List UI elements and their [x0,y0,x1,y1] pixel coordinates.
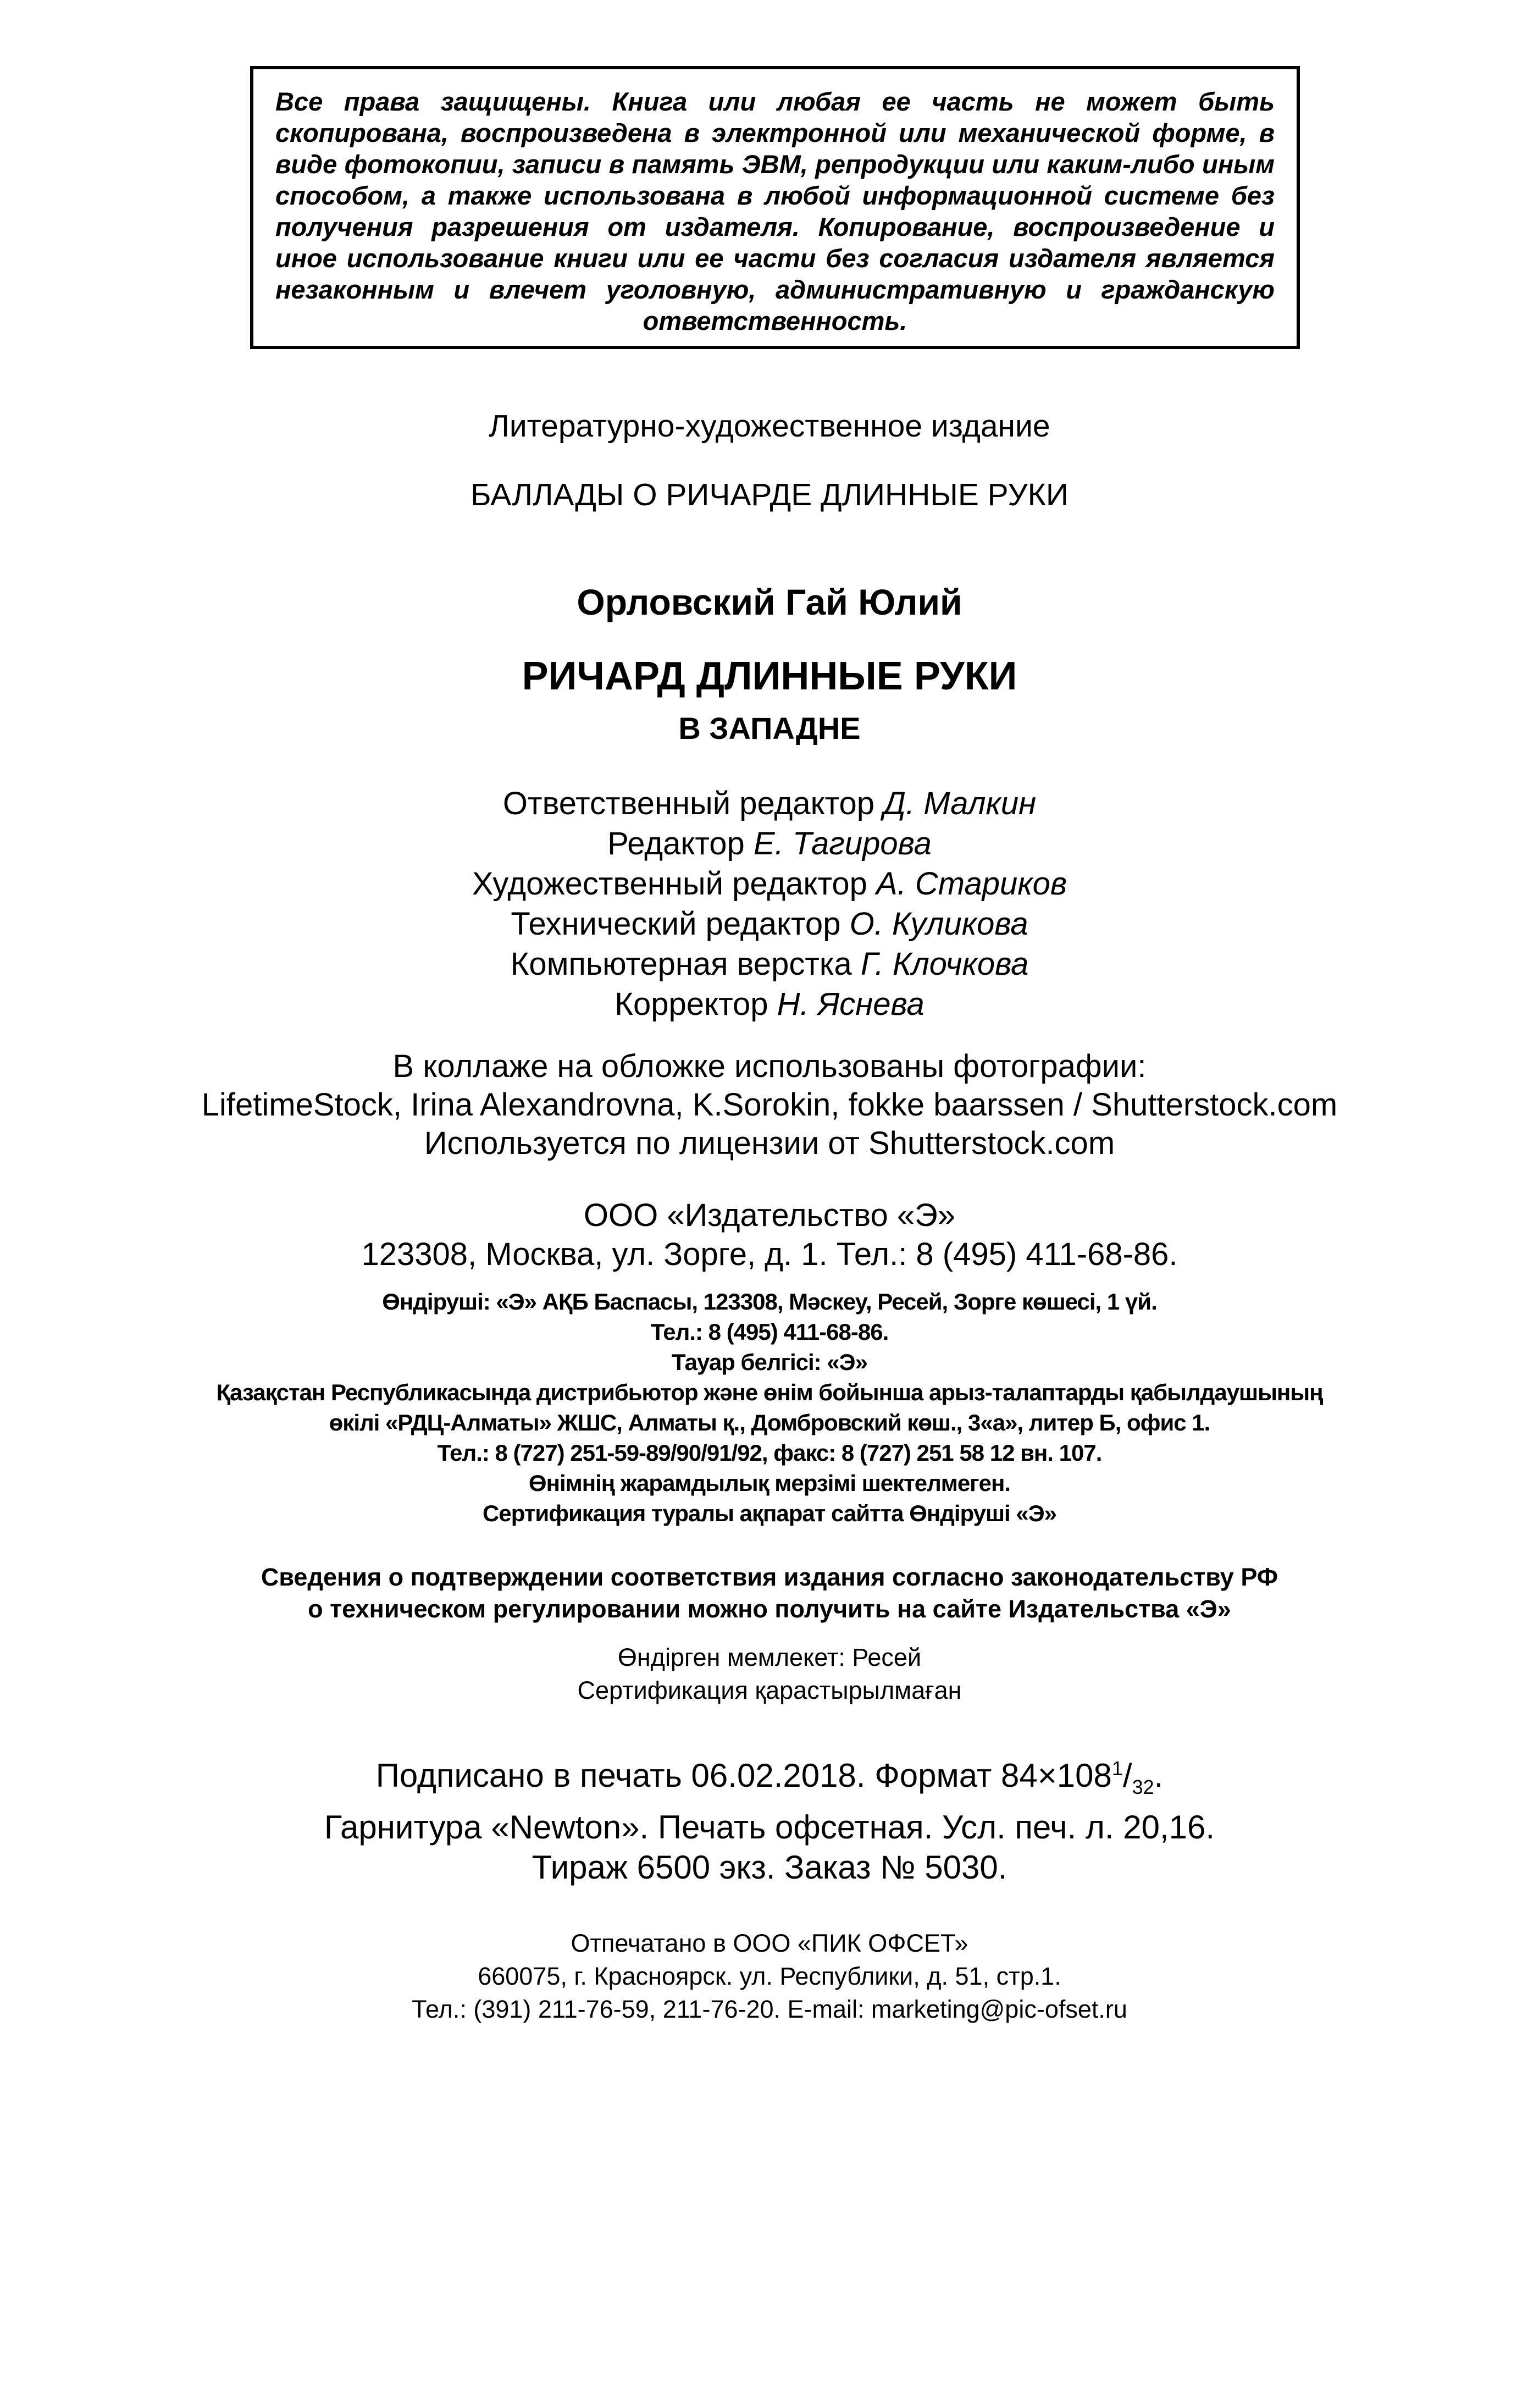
print-run-line: Тираж 6500 экз. Заказ № 5030. [532,1849,1007,1886]
regulation-info [0,1561,1539,1625]
print-format-end: . [1154,1757,1164,1794]
credit-role: Художественный редактор [472,866,867,902]
author-name [0,580,1539,624]
printer-info [0,1927,1539,2026]
cover-credits [0,1047,1539,1163]
publisher-address: 123308, Москва, ул. Зорге, д. 1. Тел.: 8 (495) 411-68-86. [361,1236,1178,1272]
credit-name: Д. Малкин [883,786,1037,821]
credit-role: Технический редактор [511,906,841,942]
credit-role: Компьютерная верстка [510,946,852,982]
origin-line: Өндірген мемлекет: Ресей [617,1643,922,1671]
cover-credits-line: В коллаже на обложке использованы фотографии: [392,1048,1147,1084]
origin-line: Сертификация қарастырылмаған [577,1676,962,1704]
author-name-text: Орловский Гай Юлий [577,582,962,622]
print-format-line: Подписано в печать 06.02.2018. Формат $84\times 108^1/_{32}$. [375,1757,1164,1798]
printer-line: Тел.: (391) 211-76-59, 211-76-20. E-mail: marketing@pic-ofset.ru [412,1995,1127,2023]
kz-line: Өндіруші: «Э» АҚБ Баспасы, 123308, Мәскеу, Ресей, Зорге көшесі, 1 үй. [382,1289,1157,1315]
credits-list [0,783,1539,1024]
print-font-line: Гарнитура «Newton». Печать офсетная. Усл. печ. л. 20,16. [324,1809,1215,1846]
credit-line [0,904,1539,944]
format-fraction-numerator: 1 [1111,1757,1123,1780]
credit-role: Редактор [607,826,745,861]
credit-name: А. Стариков [876,866,1067,902]
publisher-name: ООО «Издательство «Э» [583,1197,956,1233]
kz-line: Өнімнің жарамдылық мерзімі шектелмеген. [528,1470,1011,1496]
edition-type [0,407,1539,445]
print-details [0,1748,1539,1887]
kz-line: Сертификация туралы ақпарат сайтта Өндіруші «Э» [483,1500,1056,1526]
cover-credits-line: Используется по лицензии от Shutterstock.com [424,1125,1115,1161]
credit-role: Корректор [615,986,768,1022]
book-subtitle-text: В ЗАПАДНЕ [678,711,861,745]
book-title-text: РИЧАРД ДЛИННЫЕ РУКИ [522,654,1017,698]
origin-info [0,1641,1539,1707]
series-title [0,476,1539,514]
kz-line: Қазақстан Республикасында дистрибьютор және өнім бойынша арыз-талаптарды қабылдаушының [216,1379,1323,1405]
regulation-line: о техническом регулировании можно получить на сайте Издательства «Э» [308,1595,1231,1623]
credit-name: Г. Клочкова [860,946,1029,982]
publisher-info [0,1196,1539,1274]
credit-line [0,824,1539,864]
kz-line: Тауар белгісі: «Э» [672,1349,867,1375]
copyright-notice-text: Все права защищены. Книга или любая ее часть не может быть скопирована, воспроизведена в электронной или механической форме, в виде фотокопии, записи в память ЭВМ, репродукции или каким-либо иным способом, а также использована в любой информационной системе без получения разрешения от издателя. Копирование, воспроизведение и иное использование книги или ее части без согласия издателя является незаконным и влечет уголовную, административную и гражданскую ответственность. [275,87,1275,335]
book-subtitle [0,709,1539,748]
credit-line [0,944,1539,984]
printer-line: Отпечатано в ООО «ПИК ОФСЕТ» [571,1929,968,1957]
printer-line: 660075, г. Красноярск. ул. Республики, д. 51, стр.1. [478,1962,1061,1990]
kazakh-distribution-info [0,1286,1539,1528]
credit-line [0,984,1539,1024]
kz-line: Тел.: 8 (495) 411-68-86. [650,1319,889,1345]
credit-line [0,864,1539,904]
credit-line [0,783,1539,824]
kz-line: Тел.: 8 (727) 251-59-89/90/91/92, факс: 8 (727) 251 58 12 вн. 107. [437,1440,1102,1466]
credit-role: Ответственный редактор [502,786,875,821]
credit-name: Н. Яснева [777,986,924,1022]
credit-name: О. Куликова [849,906,1028,942]
book-title [0,651,1539,701]
print-format-text: Подписано в печать 06.02.2018. Формат 84×108 [375,1757,1112,1794]
format-fraction-denominator: 32 [1132,1776,1154,1798]
credit-name: Е. Тагирова [753,826,932,861]
cover-credits-line: LifetimeStock, Irina Alexandrovna, K.Sorokin, fokke baarssen / Shutterstock.com [201,1087,1338,1123]
regulation-line: Сведения о подтверждении соответствия издания согласно законодательству РФ [261,1563,1278,1591]
edition-type-text: Литературно-художественное издание [489,408,1050,444]
copyright-notice-box [250,66,1300,349]
kz-line: өкілі «РДЦ-Алматы» ЖШС, Алматы қ., Домбровский көш., 3«а», литер Б, офис 1. [329,1410,1210,1435]
series-title-text: БАЛЛАДЫ О РИЧАРДЕ ДЛИННЫЕ РУКИ [470,477,1069,512]
